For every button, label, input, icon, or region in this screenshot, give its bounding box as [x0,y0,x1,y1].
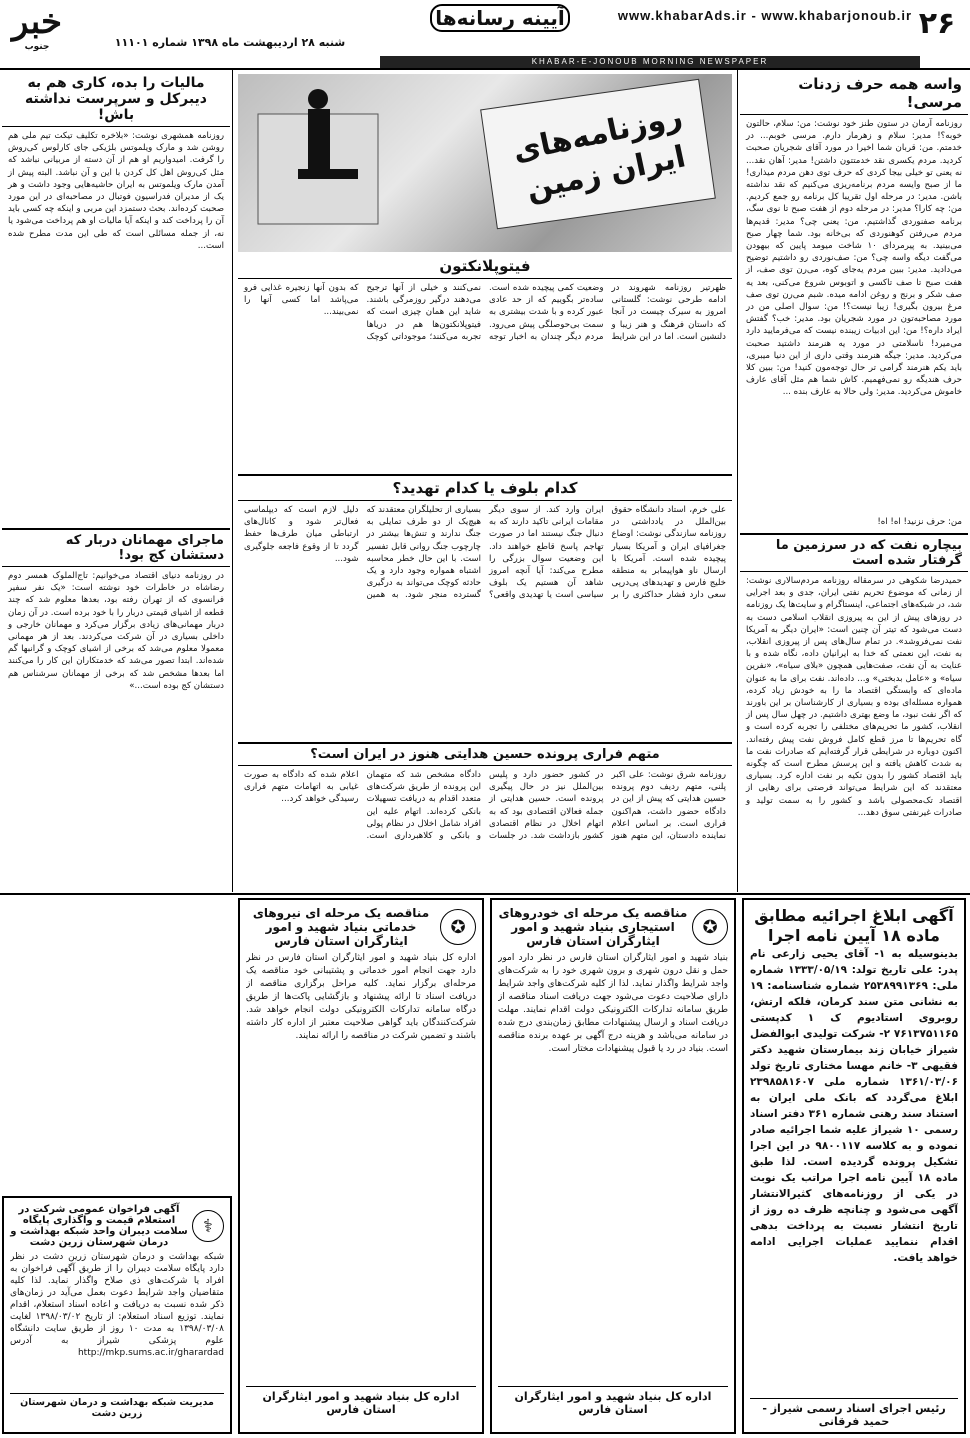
masthead-photo [238,74,732,252]
ad-tender-services [238,898,484,1434]
ad-footer-enforcement: رئیس اجرای اسناد رسمی شیراز - حمید فرقانی [750,1398,958,1428]
article-title-tax: مالیات را بده، کاری هم به دیبرکل و سرپرست نداشته باش! [2,72,230,127]
left-column [2,72,230,892]
header-strip: KHABAR-E-JONOUB MORNING NEWSPAPER [380,56,920,68]
masthead-image-label: روزنامه‌های ایران زمین [509,99,689,208]
article-title-court: ماجرای مهمانان دربار که دستشان کج بود! [2,528,230,567]
right-column [740,72,968,892]
ad-title-vehicles: مناقصه یک مرحله ای خودروهای استیجاری بنیاد شهید و امور ایثارگران استان فارس [498,906,688,948]
article-title-oil: بیچاره نفت که در سرزمین ما گرفتار شده است [740,533,968,572]
ad-footer-health: مدیریت شبکه بهداشت و درمان شهرستان زرین دشت [10,1393,224,1419]
article-title-fugitive: متهم فراری پرونده حسین هدایتی هنوز در ایران است؟ [238,744,732,766]
article-body-fitoplankton: ظهرتیر روزنامه شهروند در ادامه طرحی نوشت: گلستانی امروز به سیرک چیست در آنجا که داستان فرهنگ و هنر زیبا و دلنشین است. اما در این شرایط وضعیت کمی پیچیده شده است. ساده‌تر بگوییم که از حد عادی عبور کرده و با شدت بیشتری به سمت بی‌حوصلگی پیش می‌رود. مردم دیگر چندان به اخبار توجه نمی‌کنند و خیلی از آنها ترجیح می‌دهند درگیر روزمرگی باشند. شاید این همان چیزی است که فیتوپلانکتون‌ها هم در دریاها تجربه می‌کنند؛ موجوداتی کوچک که بدون آنها زنجیره غذایی فرو می‌پاشد اما کسی آنها را نمی‌بیند... [244,283,726,342]
ad-body-health: شبکه بهداشت و درمان شهرستان زرین دشت در نظر دارد پایگاه سلامت دیبران را از طریق آگهی فراخوان به افراد یا شرکت‌های ذی صلاح واگذار نماید. لذا کلیه متقاضیان واجد شرایط دعوت بعمل می‌آید در زمان‌های ذکر شده نسبت به دریافت و اعاده اسناد استعلام، اقدام نمایند. توزیع اسناد استعلام: از تاریخ ۱۳۹۸/۰۳/۰۲ لغایت ۱۳۹۸/۰۳/۰۸ به مدت ۱۰ روز از طریق سایت دانشگاه علوم پزشکی شیراز به آدرس http://mkp.sums.ac.ir/gharardad [10,1252,224,1358]
article-title-thanks: واسه همه حرف زدنات مرسی! [740,72,968,115]
bluff-article [238,474,732,740]
ads-divider [0,893,970,895]
fugitive-article [238,742,732,892]
health-emblem-icon: ⚕ [192,1210,224,1242]
article-body-oil: حمیدرضا شکوهی در سرمقاله روزنامه مردم‌سالاری نوشت: از زمانی که موضوع تحریم نفتی ایران، جدی و بعد اجرایی شد، در شبکه‌های اجتماعی، اینستاگرام و سایت‌ها یک روزنامه در روزهای پیش از این به پیروزی انقلاب اسلامی دست به دست می‌شود که تیتر آن چنین است: «ایران دیگر به آمریکا نفت نمی‌فروشد». در تمام سال‌های پس از پیروزی انقلاب، به نفت، این نعمتی که خدا به ایرانیان داده، نگاه شده و با عنایت به آن نفت، صفت‌هایی همچون «بلای سیاه»، «نفرین سیاه» و «عامل بدبختی» و... داده‌اند. نفت برای ما به عنوان ماده‌ای که وابستگی اقتصاد ما را به خودش زیاد کرده، همواره مسئله‌ای بوده و بسیاری از کارشناسان بر این باورند که اگر نفت نبود، ما وضع بهتری داشتیم. در چهل سال پس از انقلاب، کشور ما تحریم‌های مختلفی را تجربه کرده است و گاه تحریم‌ها تا مرز قطع کامل فروش نفت پیش رفته‌اند. اکنون دوباره در شرایطی قرار گرفته‌ایم که صادرات نفت ما به شدت کاهش یافته و این پرسش مطرح است که چگونه باید اقتصاد کشور را بدون تکیه بر نفت اداره کرد. بسیاری معتقدند که این شرایط می‌تواند فرصتی برای رهایی از اقتصاد تک‌محصولی باشد و کشور را به سمت تولید و صادرات غیرنفتی سوق دهد... [746,576,962,818]
page-number: ۲۶ [918,6,956,41]
logo-text: خبر [11,2,63,42]
newspaper-logo [4,2,70,54]
ad-enforcement-notice [742,898,966,1434]
ad-body-enforcement: بدینوسیله به ۱- آقای یحیی زارعی نام پدر: علی تاریخ تولد: ۱۳۳۳/۰۵/۱۹ شماره ملی: ۲۵۳۸۹۹۱۳۶۹ شماره شناسنامه: ۱۹ به نشانی متن سند کرمان، فلکه ارتش، روبروی استادیوم ک ۱ کدپستی ۷۶۱۳۷۵۱۱۶۵ ۲- شرکت تولیدی ابوالفضل شیراز خیابان زند بیمارستان شهید دکتر فقیهی ۳- خانم مهسا مختاری تاریخ تولد ۱۳۶۱/۰۳/۰۶ شماره ملی ۲۳۹۸۵۸۱۶۰۷ ابلاغ می‌گردد که بانک ملی ایران به استناد سند رهنی شماره ۳۶۱ دفتر اسناد رسمی ۱۰ شیراز علیه شما اجرائیه صادر نموده و به کلاسه ۹۸۰۰۱۱۷ در این اجرا تشکیل پرونده گردیده است. لذا طبق ماده ۱۸ آیین نامه اجرا مراتب یک نوبت در یکی از روزنامه‌های کثیرالانتشار آگهی می‌شود و چنانچه ظرف ده روز از تاریخ انتشار نسبت به پرداخت بدهی اقدام ننمایید عملیات اجرایی ادامه خواهد یافت. [750,948,958,1264]
ad-tender-vehicles [490,898,736,1434]
foundation-emblem-icon: ✪ [692,909,728,945]
fitoplankton-article [238,254,732,472]
header-divider [0,68,970,70]
ad-title-enforcement: آگهی ابلاغ اجرائیه مطابق ماده ۱۸ آیین نامه اجرا [754,906,954,945]
ad-footer-vehicles: اداره کل بنیاد شهید و امور ایثارگران استان فارس [498,1386,728,1416]
article-body-fugitive: روزنامه شرق نوشت: علی اکبر پلنی، متهم ردیف دوم پرونده حسین هدایتی که پیش از این در دادگاه حضور داشت، هم‌اکنون فراری است. بر اساس اعلام نماینده دادستان، این متهم هنوز در کشور حضور دارد و پلیس بین‌الملل نیز در حال پیگیری پرونده است. حسین هدایتی از جمله فعالان اقتصادی بود که به اتهام اخلال در نظام اقتصادی کشور بازداشت شد. در جلسات دادگاه مشخص شد که متهمان این پرونده از طریق شرکت‌های متعدد اقدام به دریافت تسهیلات بانکی کرده‌اند. اتهام علیه این افراد شامل اخلال در نظام پولی و بانکی و کلاهبرداری است. اعلام شده که دادگاه به صورت غیابی به اتهامات متهم فراری رسیدگی خواهد کرد... [244,770,726,842]
article-body-tax: روزنامه همشهری نوشت: «بلاخره تکلیف تیکت تیم ملی هم روشن شد و مارک ویلموتس بلژیکی جای کارلوس کی‌روش را گرفت. امیدواریم او هم از آن دسته از مربیانی نباشد که مثل کی‌روش اهل کل کردن با این و آن نباشد. البته پیش از آمدن مارک ویلموتس به ایران حاشیه‌هایی وجود داشت و هر یک از مدیران فدراسیون فوتبال در مصاحبه‌ای در این مورد صحبت کرده‌اند. بحث دستمزد این مربی و اینکه چه کسی باید آن را پرداخت کند و اینکه آیا مالیات او هم پرداخت می‌شود یا نه، از جمله مسائلی است که طی این مدت مطرح شده است... [8,131,224,251]
right-column-rule [737,70,738,892]
ad-body-vehicles: بنیاد شهید و امور ایثارگران استان فارس در نظر دارد امور حمل و نقل درون شهری و برون شهری خود را به شرکت‌های واجد شرایط واگذار نماید. لذا از کلیه شرکت‌های واجد شرایط دارای صلاحیت دعوت می‌شود جهت دریافت اسناد مناقصه از طریق سامانه تدارکات الکترونیکی دولت اقدام نمایند. مهلت دریافت اسناد و ارسال پیشنهادات مطابق زمان‌بندی درج شده در سامانه می‌باشد و هزینه درج آگهی بر عهده برنده مناقصه است. بنیاد در رد یا قبول پیشنهادات مختار است. [498,953,728,1054]
ad-body-services: اداره کل بنیاد شهید و امور ایثارگران استان فارس در نظر دارد جهت انجام امور خدماتی و پشتیبانی خود مناقصه یک مرحله‌ای برگزار نماید. کلیه مراحل برگزاری مناقصه از دریافت اسناد تا ارائه پیشنهاد و بازگشایی پاکت‌ها از طریق درگاه سامانه تدارکات الکترونیکی دولت انجام خواهد شد. شرکت‌کنندگان باید گواهی صلاحیت معتبر از اداره کار داشته باشند و تضمین شرکت در مناقصه را ارائه نمایند. [246,953,476,1041]
ad-title-health: آگهی فراخوان عمومی شرکت در استعلام قیمت و واگذاری پایگاه سلامت دیبران واحد شبکه بهداشت و درمان شهرستان زرین دشت [10,1204,188,1248]
article-title-bluff: کدام بلوف یا کدام تهدید؟ [238,476,732,501]
ad-health-call [2,1196,232,1434]
page-header [0,0,970,62]
article-body-court: در روزنامه دنیای اقتصاد می‌خوانیم: تاج‌الملوک همسر دوم رضاشاه در خاطرات خود نوشته است: «یک نفر سفیر فرانسوی که از تهران رفته بود، بعدها معلوم شد که چند قطعه از اشیای قیمتی دربار را با خود برده است. در آن زمان دربار مهمانی‌های زیادی برگزار می‌کرد و مهمانان خارجی و داخلی بسیاری در آن شرکت می‌کردند. بعد از هر مهمانی معمولا معلوم می‌شد که برخی از اشیای کوچک و گرانبها گم شده‌اند. ابتدا تصور می‌شد که خدمتکاران این کار را می‌کنند اما بعدها مشخص شد که برخی از مهمانان سرشناس هم دستشان کج بوده است...» [8,571,224,691]
article-title-fitoplankton: فیتوپلانکتون [238,254,732,279]
article-tail-thanks: من: حرف نزنید! اه! اه! [877,517,962,527]
logo-sub: جنوب [24,42,50,52]
ad-footer-services: اداره کل بنیاد شهید و امور ایثارگران استان فارس [246,1386,476,1416]
ad-title-services: مناقصه یک مرحله ای نیروهای خدماتی بنیاد شهید و امور ایثارگران استان فارس [252,906,430,948]
issue-line: شنبه ۲۸ اردیبهشت ماه ۱۳۹۸ شماره ۱۱۱۰۱ [114,36,346,49]
article-body-thanks: روزنامه آرمان در ستون طنز خود نوشت: من: سلام، حالتون خوبه؟! مدیر: سلام و زهرمار دارم. مرسی خوبم... در خدمتم. من: قربان شما اخیرا در مورد آقای شجریان صحبت کردید. مردم یکسری نقد خدمتتون داشتن! مدیر: آهان نقد... نه یعنی تو خیلی بیجا کردی که حرف توی دهن مردم میذاری! ما از صبح وایسه مردم برنامه‌ریزی می‌کنیم که نقد نداشته باشن. مدیر: در مرحله اول تقریبا کل برنامه رو جمع کردیم. من: چه‌ کارا؟ مدیر: در مرحله دوم از هفت صبح تا نوی سگ، برنامه صفنوردی گذاشتیم. من: یعنی چی؟ مدیر: قدیم‌ها مردم می‌رفتن کوهنوردی که بی‌خانه بود. شما چهار صبح می‌بینید. به پیرمردای ۱۰ شاخت میومد پایین که بیهودن می‌گفت دیگه واسه چی؟ من: صف‌نوردی رو داشتیم توضیح می‌دادید. مدیر: ببین مردم یه‌جای کوه، می‌رن توی صف، از هفت صبح تا صف تاکسی و اتوبوس شروع می‌کنی، بعد یه صف شکر و برنج و روغن ادامه میده. شبم می‌رن توی صف مرغ بیرون بگیری! زیبا نیست؟! من: سوال اصلی من در مورد مصاحبه‌تون در مورد شجریان بود. مدیر: خب؟ گفتش ایراد داره؟! من: این ادبیات زیبنده نیست که می‌فرمایید دارد می‌میرد! ناسلامتی در مورد یه هنرمند داشتید صحبت می‌کردید. مدیر: جیگه هنرمند وقتی داری از این دنیا میبری، باید یکم هنرمند گرامی تر حال توجه‌مون کنید! من: ببین کلا حرف هندیگه رو نمی‌فهمیم. کاش شما هم مثل آقای عارف خاموش می‌کردید. مدیر: ولی حالا به عارف بنده ... [746,119,962,398]
website-urls: www.khabarAds.ir - www.khabarjonoub.ir [617,8,913,23]
left-column-rule [232,70,233,892]
section-title: آیینه رسانه‌ها [430,4,570,32]
article-body-bluff: علی خرم، استاد دانشگاه حقوق بین‌الملل در یادداشتی در روزنامه سازندگی نوشت: اوضاع جغرافیای ایران و آمریکا بسیار پیچیده شده است. آمریکا با ارسال ناو هواپیمابر به منطقه خلیج فارس و تهدیدهای پی‌درپی سعی دارد فشار حداکثری را بر ایران وارد کند. از سوی دیگر مقامات ایرانی تاکید دارند که به دنبال جنگ نیستند اما در صورت تهاجم پاسخ قاطع خواهند داد. این وضعیت سوال بزرگی را مطرح می‌کند: آیا آنچه امروز شاهد آن هستیم یک بلوف سیاسی است یا تهدیدی واقعی؟ بسیاری از تحلیلگران معتقدند که هیچ‌یک از دو طرف تمایلی به جنگ ندارند و تنش‌ها بیشتر در چارچوب جنگ روانی قابل تفسیر است. با این حال خطر محاسبه اشتباه همواره وجود دارد و یک حادثه کوچک می‌تواند به درگیری گسترده منجر شود. به همین دلیل لازم است که دیپلماسی فعال‌تر شود و کانال‌های ارتباطی میان طرف‌ها حفظ گردد تا از وقوع فاجعه جلوگیری شود... [244,505,726,601]
foundation-emblem-icon: ✪ [440,909,476,945]
